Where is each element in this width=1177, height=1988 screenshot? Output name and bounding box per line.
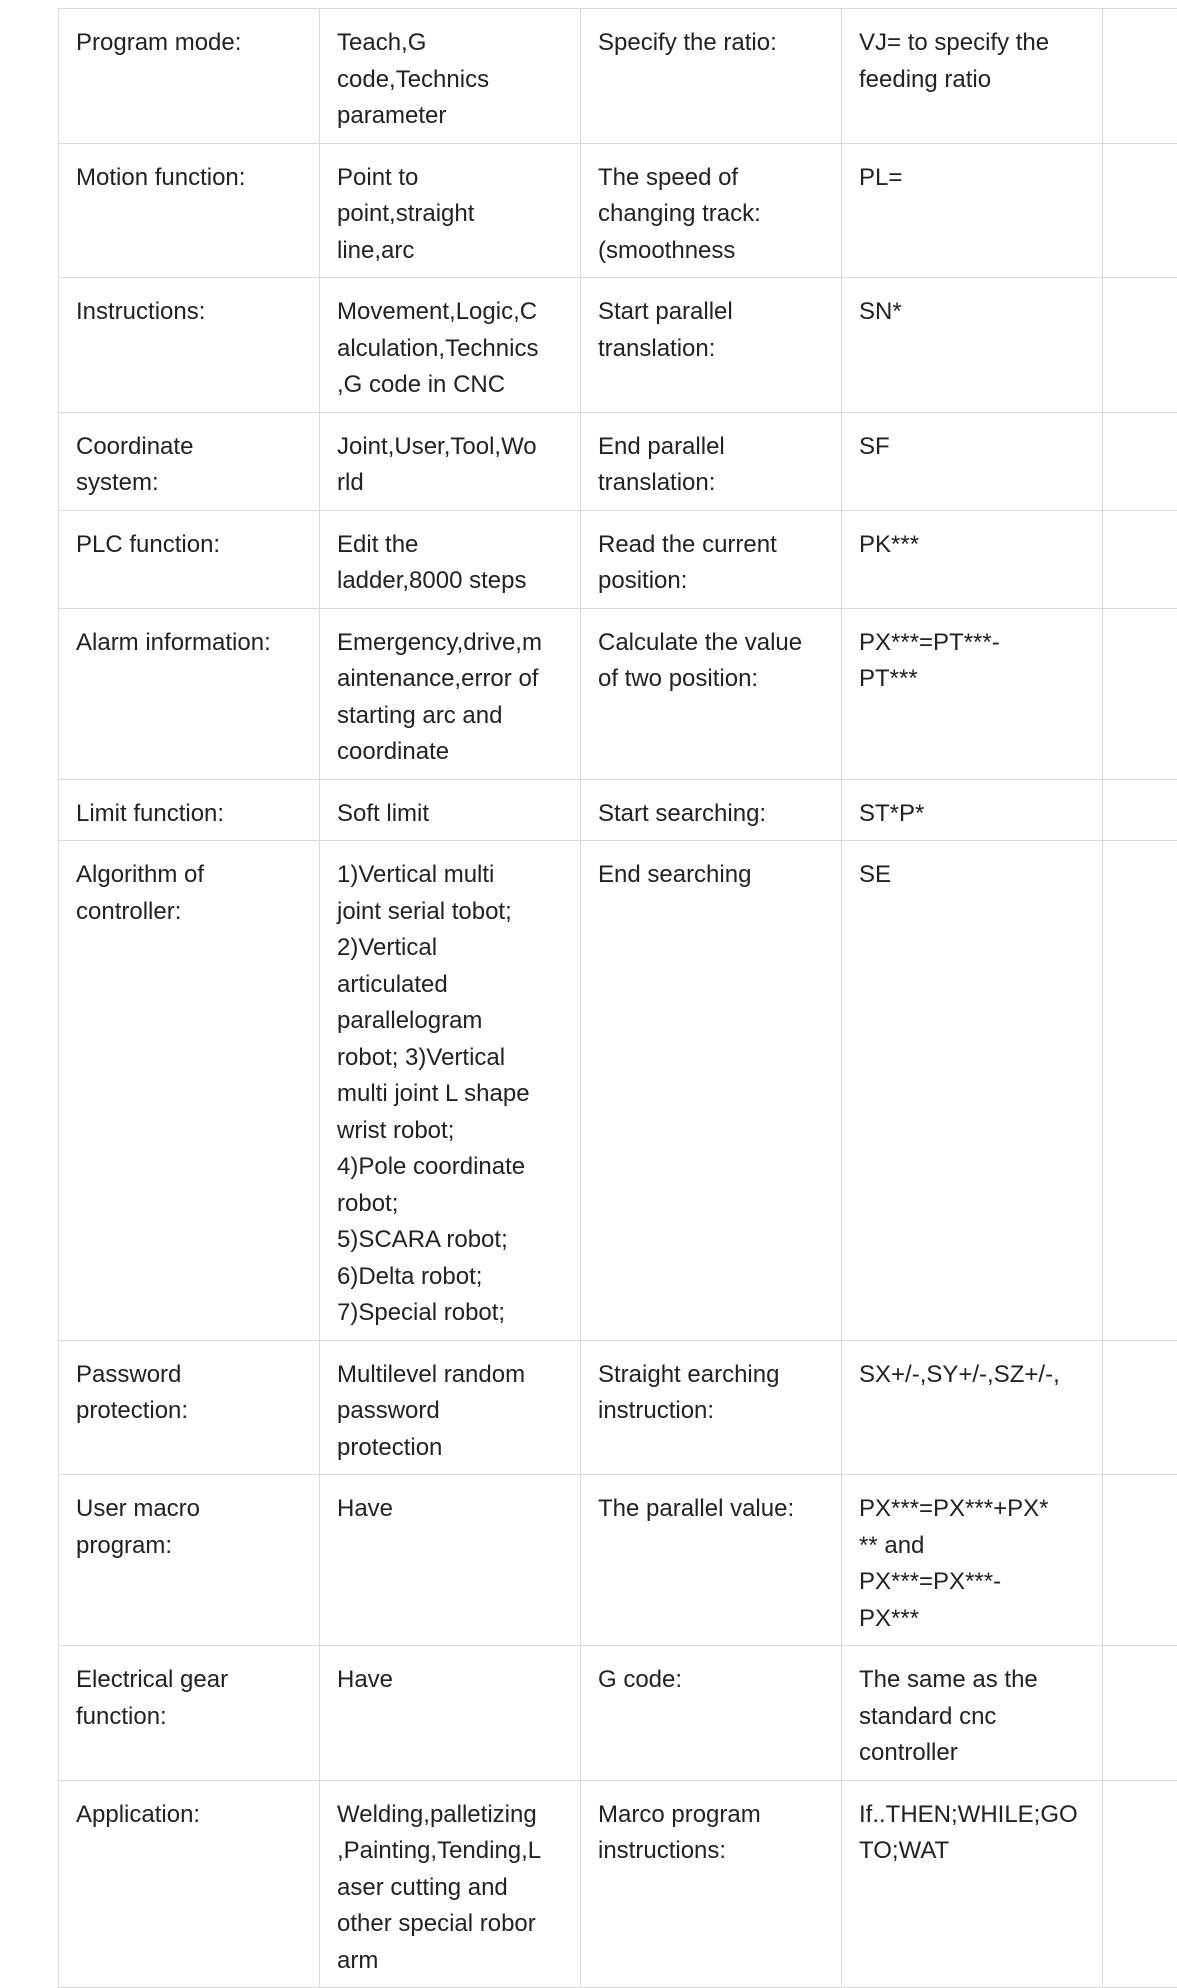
empty-cell bbox=[1103, 1340, 1177, 1475]
cell-text-line: Password bbox=[76, 1357, 303, 1394]
cell-text-line: instruction: bbox=[598, 1393, 825, 1430]
cell-text-line: Emergency,drive,m bbox=[337, 625, 564, 662]
empty-cell bbox=[1103, 412, 1177, 510]
spec-label-cell bbox=[59, 143, 320, 278]
cell-text-line: position: bbox=[598, 563, 825, 600]
cell-text-line: Read the current bbox=[598, 527, 825, 564]
cell-text-line: The speed of bbox=[598, 160, 825, 197]
spec-value-cell bbox=[320, 1340, 581, 1475]
cell-text-line: PX***=PX***- bbox=[859, 1564, 1086, 1601]
spec-label-cell bbox=[59, 608, 320, 779]
param-label-cell bbox=[581, 1646, 842, 1781]
param-label-cell bbox=[581, 608, 842, 779]
param-value-cell bbox=[842, 1340, 1103, 1475]
param-value-cell bbox=[842, 608, 1103, 779]
cell-text-line: (smoothness bbox=[598, 233, 825, 270]
cell-text-line: system: bbox=[76, 465, 303, 502]
table-row bbox=[59, 412, 1177, 510]
cell-text-line: The parallel value: bbox=[598, 1491, 825, 1528]
cell-text-line: Edit the bbox=[337, 527, 564, 564]
param-value-cell bbox=[842, 1646, 1103, 1781]
cell-text-line: Start searching: bbox=[598, 796, 825, 833]
param-label-cell bbox=[581, 412, 842, 510]
cell-text-line: 2)Vertical bbox=[337, 930, 564, 967]
cell-text-line: aser cutting and bbox=[337, 1870, 564, 1907]
param-value-cell bbox=[842, 1475, 1103, 1646]
param-label-cell bbox=[581, 510, 842, 608]
empty-cell bbox=[1103, 1475, 1177, 1646]
cell-text-line: starting arc and bbox=[337, 698, 564, 735]
spec-value-cell bbox=[320, 1475, 581, 1646]
cell-text-line: Calculate the value bbox=[598, 625, 825, 662]
cell-text-line: 4)Pole coordinate bbox=[337, 1149, 564, 1186]
cell-text-line: Specify the ratio: bbox=[598, 25, 825, 62]
spec-label-cell bbox=[59, 510, 320, 608]
spec-label-cell bbox=[59, 1780, 320, 1988]
cell-text-line: robot; 3)Vertical bbox=[337, 1040, 564, 1077]
cell-text-line: Instructions: bbox=[76, 294, 303, 331]
cell-text-line: feeding ratio bbox=[859, 62, 1086, 99]
cell-text-line: ladder,8000 steps bbox=[337, 563, 564, 600]
cell-text-line: coordinate bbox=[337, 734, 564, 771]
cell-text-line: PX*** bbox=[859, 1601, 1086, 1638]
cell-text-line: SX+/-,SY+/-,SZ+/-, bbox=[859, 1357, 1086, 1394]
spec-label-cell bbox=[59, 278, 320, 413]
cell-text-line: End parallel bbox=[598, 429, 825, 466]
cell-text-line: Application: bbox=[76, 1797, 303, 1834]
cell-text-line: Have bbox=[337, 1491, 564, 1528]
cell-text-line: protection bbox=[337, 1430, 564, 1467]
spec-value-cell bbox=[320, 9, 581, 144]
param-value-cell bbox=[842, 278, 1103, 413]
table-row bbox=[59, 278, 1177, 413]
table-row bbox=[59, 841, 1177, 1341]
cell-text-line: 6)Delta robot; bbox=[337, 1259, 564, 1296]
table-row bbox=[59, 143, 1177, 278]
cell-text-line: 1)Vertical multi bbox=[337, 857, 564, 894]
cell-text-line: User macro bbox=[76, 1491, 303, 1528]
cell-text-line: TO;WAT bbox=[859, 1833, 1086, 1870]
param-label-cell bbox=[581, 1780, 842, 1988]
cell-text-line: aintenance,error of bbox=[337, 661, 564, 698]
empty-cell bbox=[1103, 841, 1177, 1341]
table-row bbox=[59, 1646, 1177, 1781]
empty-cell bbox=[1103, 9, 1177, 144]
cell-text-line: Teach,G bbox=[337, 25, 564, 62]
table-row bbox=[59, 510, 1177, 608]
param-value-cell bbox=[842, 143, 1103, 278]
cell-text-line: PK*** bbox=[859, 527, 1086, 564]
cell-text-line: point,straight bbox=[337, 196, 564, 233]
cell-text-line: Marco program bbox=[598, 1797, 825, 1834]
cell-text-line: Movement,Logic,C bbox=[337, 294, 564, 331]
cell-text-line: PLC function: bbox=[76, 527, 303, 564]
param-value-cell bbox=[842, 510, 1103, 608]
spec-label-cell bbox=[59, 412, 320, 510]
spec-value-cell bbox=[320, 510, 581, 608]
cell-text-line: PL= bbox=[859, 160, 1086, 197]
table-row bbox=[59, 779, 1177, 841]
cell-text-line: standard cnc bbox=[859, 1699, 1086, 1736]
cell-text-line: ** and bbox=[859, 1528, 1086, 1565]
cell-text-line: password bbox=[337, 1393, 564, 1430]
cell-text-line: other special robor bbox=[337, 1906, 564, 1943]
cell-text-line: 5)SCARA robot; bbox=[337, 1222, 564, 1259]
cell-text-line: parameter bbox=[337, 98, 564, 135]
cell-text-line: Welding,palletizing bbox=[337, 1797, 564, 1834]
spec-label-cell bbox=[59, 1340, 320, 1475]
cell-text-line: alculation,Technics bbox=[337, 331, 564, 368]
cell-text-line: rld bbox=[337, 465, 564, 502]
spec-label-cell bbox=[59, 779, 320, 841]
param-value-cell bbox=[842, 841, 1103, 1341]
table-row bbox=[59, 608, 1177, 779]
cell-text-line: Alarm information: bbox=[76, 625, 303, 662]
cell-text-line: SE bbox=[859, 857, 1086, 894]
cell-text-line: instructions: bbox=[598, 1833, 825, 1870]
spec-value-cell bbox=[320, 143, 581, 278]
cell-text-line: Multilevel random bbox=[337, 1357, 564, 1394]
param-value-cell bbox=[842, 779, 1103, 841]
cell-text-line: multi joint L shape bbox=[337, 1076, 564, 1113]
cell-text-line: ,Painting,Tending,L bbox=[337, 1833, 564, 1870]
cell-text-line: If..THEN;WHILE;GO bbox=[859, 1797, 1086, 1834]
spec-label-cell bbox=[59, 1475, 320, 1646]
cell-text-line: wrist robot; bbox=[337, 1113, 564, 1150]
spec-value-cell bbox=[320, 779, 581, 841]
spec-value-cell bbox=[320, 1646, 581, 1781]
cell-text-line: PT*** bbox=[859, 661, 1086, 698]
cell-text-line: code,Technics bbox=[337, 62, 564, 99]
spec-table-body bbox=[59, 9, 1177, 1988]
empty-cell bbox=[1103, 143, 1177, 278]
cell-text-line: parallelogram bbox=[337, 1003, 564, 1040]
param-value-cell bbox=[842, 9, 1103, 144]
spec-label-cell bbox=[59, 9, 320, 144]
cell-text-line: The same as the bbox=[859, 1662, 1086, 1699]
param-label-cell bbox=[581, 1475, 842, 1646]
spec-value-cell bbox=[320, 278, 581, 413]
cell-text-line: changing track: bbox=[598, 196, 825, 233]
cell-text-line: Algorithm of bbox=[76, 857, 303, 894]
spec-table bbox=[58, 8, 1177, 1988]
spec-label-cell bbox=[59, 841, 320, 1341]
param-label-cell bbox=[581, 9, 842, 144]
cell-text-line: Limit function: bbox=[76, 796, 303, 833]
cell-text-line: End searching bbox=[598, 857, 825, 894]
cell-text-line: articulated bbox=[337, 967, 564, 1004]
cell-text-line: of two position: bbox=[598, 661, 825, 698]
cell-text-line: 7)Special robot; bbox=[337, 1295, 564, 1332]
table-row bbox=[59, 9, 1177, 144]
empty-cell bbox=[1103, 608, 1177, 779]
cell-text-line: robot; bbox=[337, 1186, 564, 1223]
cell-text-line: joint serial tobot; bbox=[337, 894, 564, 931]
table-row bbox=[59, 1780, 1177, 1988]
cell-text-line: Coordinate bbox=[76, 429, 303, 466]
cell-text-line: Have bbox=[337, 1662, 564, 1699]
table-row bbox=[59, 1340, 1177, 1475]
param-value-cell bbox=[842, 1780, 1103, 1988]
cell-text-line: controller bbox=[859, 1735, 1086, 1772]
cell-text-line: ,G code in CNC bbox=[337, 367, 564, 404]
cell-text-line: function: bbox=[76, 1699, 303, 1736]
cell-text-line: protection: bbox=[76, 1393, 303, 1430]
cell-text-line: line,arc bbox=[337, 233, 564, 270]
param-label-cell bbox=[581, 143, 842, 278]
cell-text-line: G code: bbox=[598, 1662, 825, 1699]
empty-cell bbox=[1103, 779, 1177, 841]
cell-text-line: PX***=PT***- bbox=[859, 625, 1086, 662]
cell-text-line: arm bbox=[337, 1943, 564, 1980]
spec-value-cell bbox=[320, 841, 581, 1341]
cell-text-line: Straight earching bbox=[598, 1357, 825, 1394]
cell-text-line: SN* bbox=[859, 294, 1086, 331]
empty-cell bbox=[1103, 510, 1177, 608]
cell-text-line: PX***=PX***+PX* bbox=[859, 1491, 1086, 1528]
cell-text-line: Point to bbox=[337, 160, 564, 197]
cell-text-line: Electrical gear bbox=[76, 1662, 303, 1699]
table-row bbox=[59, 1475, 1177, 1646]
param-label-cell bbox=[581, 1340, 842, 1475]
spec-value-cell bbox=[320, 608, 581, 779]
cell-text-line: SF bbox=[859, 429, 1086, 466]
cell-text-line: ST*P* bbox=[859, 796, 1086, 833]
cell-text-line: translation: bbox=[598, 331, 825, 368]
spec-label-cell bbox=[59, 1646, 320, 1781]
param-label-cell bbox=[581, 278, 842, 413]
param-label-cell bbox=[581, 779, 842, 841]
cell-text-line: Motion function: bbox=[76, 160, 303, 197]
empty-cell bbox=[1103, 278, 1177, 413]
empty-cell bbox=[1103, 1646, 1177, 1781]
empty-cell bbox=[1103, 1780, 1177, 1988]
param-value-cell bbox=[842, 412, 1103, 510]
cell-text-line: program: bbox=[76, 1528, 303, 1565]
cell-text-line: controller: bbox=[76, 894, 303, 931]
spec-value-cell bbox=[320, 1780, 581, 1988]
cell-text-line: Soft limit bbox=[337, 796, 564, 833]
cell-text-line: Joint,User,Tool,Wo bbox=[337, 429, 564, 466]
cell-text-line: Start parallel bbox=[598, 294, 825, 331]
cell-text-line: translation: bbox=[598, 465, 825, 502]
cell-text-line: VJ= to specify the bbox=[859, 25, 1086, 62]
spec-value-cell bbox=[320, 412, 581, 510]
cell-text-line: Program mode: bbox=[76, 25, 303, 62]
param-label-cell bbox=[581, 841, 842, 1341]
